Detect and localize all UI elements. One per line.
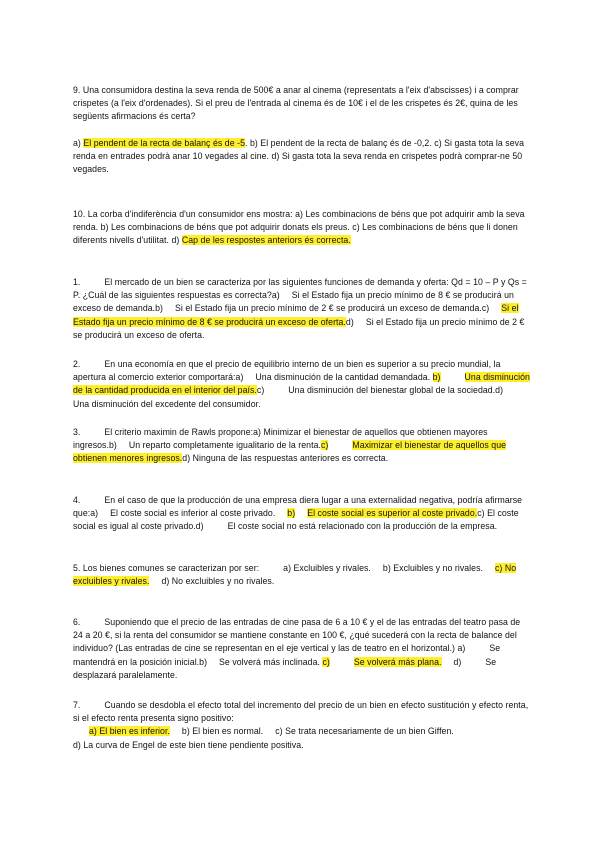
highlighted-answer: Se volverá más plana. bbox=[353, 656, 442, 667]
highlighted-answer: Maximizar el bienestar de aquellos que obtienen menores ingresos. bbox=[73, 440, 507, 464]
question-2: 2. En una economía en que el precio de equilibrio interno de un bien es superior a su precio mundial, la apertura al comercio exterior comportará:a) Una disminución de la cantidad demandada. b) Una disminución de la cantidad producida en el interior del país.c) Una disminución del bienestar global de la sociedad.d)Una disminución del excedente del consumidor. bbox=[73, 359, 530, 409]
highlighted-answer: Si el Estado fija un precio mínimo de 8 € se producirá un exceso de oferta. bbox=[73, 303, 519, 327]
highlighted-answer: a) El bien es inferior. bbox=[89, 726, 170, 737]
question-9 bbox=[73, 84, 531, 176]
highlighted-answer: Cap de les respostes anteriors és correcta. bbox=[181, 235, 351, 246]
question-4: 4. En el caso de que la producción de una empresa diera lugar a una externalidad negativa, podría afirmarse que:a) El coste social es inferior al coste privado. b) El coste social es superior al coste privado.c) El coste social es igual al coste privado.d) El coste social no está relacionado con la producción de la empresa. bbox=[73, 495, 523, 532]
question-10: 10. La corba d'indiferència d'un consumidor ens mostra: a) Les combinacions de béns que pot adquirir amb la seva renda. b) Les combinacions de béns que pot adquirir donats els preus. c) Les combinacions de béns que li donen diferents nivells d'utilitat. d) Cap de les respostes anteriors és correcta. bbox=[73, 209, 525, 246]
question-5: 5. Los bienes comunes se caracterizan por ser: a) Excluibles y rivales. b) Excluibles y no rivales. c) No excluibles y rivales. d) No excluibles y no rivales. bbox=[73, 563, 517, 587]
question-7: 7. Cuando se desdobla el efecto total del incremento del precio de un bien en efecto sustitución y efecto renta, si el efecto renta presenta signo positivo: a) El bien es inferior. b) El bien es normal. c) Se trata necesariamente de un bien Giffen. d) La curva de Engel de este bien tiene pendiente positiva. bbox=[73, 700, 529, 750]
question-1: 1. El mercado de un bien se caracteriza por las siguientes funciones de demanda y oferta: Qd = 10 – P y Qs = P. ¿Cuál de las siguientes respuestas es correcta?a) Si el Estado fija un precio mínimo de 8 € se producirá un exceso de demanda.b) Si el Estado fija un precio mínimo de 2 € se producirá un exceso de demanda.c) Si el Estado fija un precio mínimo de 8 € se producirá un exceso de oferta.d) Si el Estado fija un precio mínimo de 2 € se producirá un exceso de oferta. bbox=[73, 277, 527, 340]
highlighted-answer: El coste social es superior al coste privado. bbox=[307, 508, 478, 519]
highlighted-answer: Una disminución de la cantidad producida en el interior del país. bbox=[73, 372, 530, 396]
highlighted-answer: c) No excluibles y rivales. bbox=[73, 563, 517, 587]
question-6: 6. Suponiendo que el precio de las entradas de cine pasa de 6 a 10 € y el de las entradas del teatro pasa de 24 a 20 €, si la renta del consumidor se mantiene constante en 100 €, ¿qué sucederá con la recta de balance del individuo? (Las entradas de cine se representan en el eje vertical y las de teatro en el horizontal.) a) Se mantendrá en la posición inicial.b) Se volverá más inclinada. c) Se volverá más plana. d) Se desplazará paralelamente. bbox=[73, 617, 521, 680]
question-9-statement: 9. Una consumidora destina la seva renda de 500€ a anar al cinema (representats a l'eix d'abscisses) i a comprar crispetes (a l'eix d'ordenades). Si el preu de l'entrada al cinema és de 10€ i el de les crispetes és 2€, quina de les següents afirmacions és certa? bbox=[73, 85, 519, 122]
highlighted-answer: El pendent de la recta de balanç és de -5 bbox=[83, 137, 245, 148]
question-3: 3. El criterio maximin de Rawls propone:a) Minimizar el bienestar de aquellos que obtienen mayores ingresos.b) Un reparto completamente igualitario de la renta.c) Maximizar el bienestar de aquellos que obtienen menores ingresos.d) Ninguna de las respuestas anteriores es correcta. bbox=[73, 427, 507, 464]
question-9-options: a) El pendent de la recta de balanç és de -5. b) El pendent de la recta de balanç és de -0,2. c) Si gasta tota la seva renda en entrades podrà anar 10 vegades al cine. d) Si gasta tota la seva renda en crispetes podrà comprar-ne 50 vegades. bbox=[73, 137, 524, 175]
